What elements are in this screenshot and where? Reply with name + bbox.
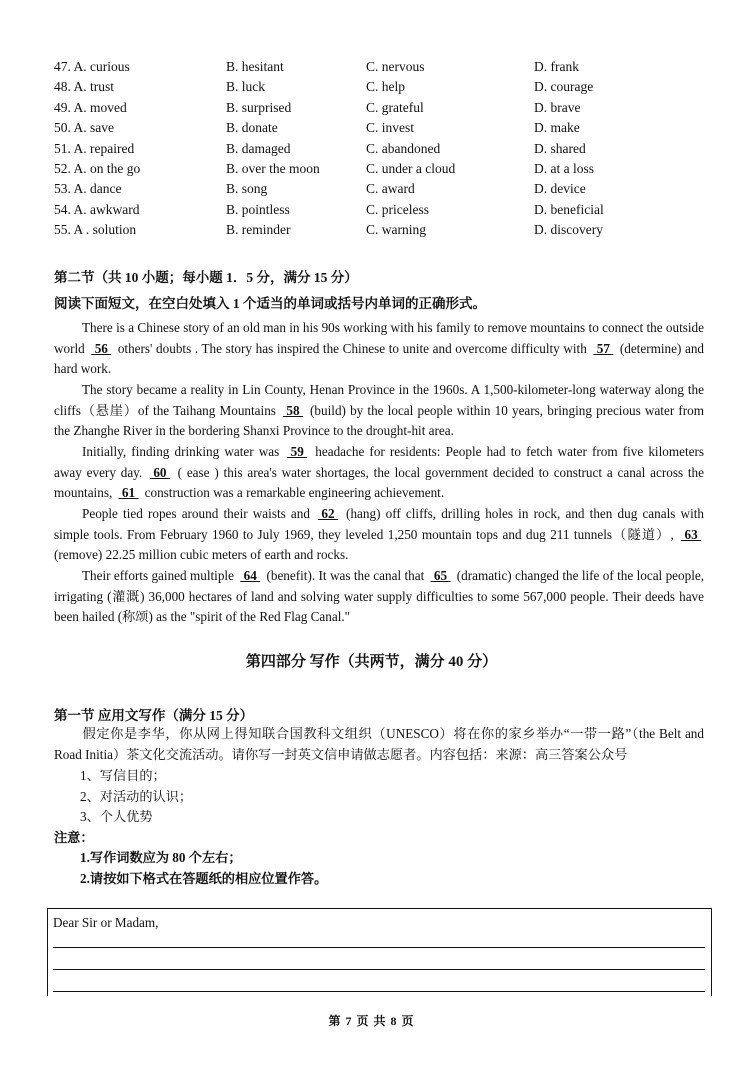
p3-text-c: headache for residents: People had to fetch water from five kilometers away every day. — [54, 444, 705, 480]
paragraph-1 — [54, 318, 704, 380]
option-d: D. courage — [534, 79, 594, 95]
blank-61[interactable]: 61 — [121, 485, 136, 501]
p1-text-d: (determine) and hard work. — [54, 340, 705, 377]
option-c: C. invest — [366, 120, 415, 136]
writing-point: 1、写信目的； — [80, 768, 166, 783]
blank-63[interactable]: 63 — [684, 526, 698, 542]
option-b: B. donate — [226, 120, 278, 136]
option-row — [54, 77, 714, 97]
p2-text-a: The story became a reality in Lin County, Henan Province in the 1960s. A 1,500-kilometer-long waterway along the cliffs（悬崖）of the Taihang Mountains — [54, 382, 704, 418]
writing-points — [54, 766, 327, 890]
option-a: 48. A. trust — [54, 79, 115, 95]
option-row — [54, 118, 714, 138]
cloze-options — [54, 57, 714, 241]
option-d: D. discovery — [534, 222, 603, 238]
option-c: C. help — [366, 79, 405, 95]
option-a: 49. A. moved — [54, 99, 127, 115]
option-b: B. pointless — [226, 201, 290, 217]
blank-64[interactable]: 64 — [243, 568, 257, 583]
writing-point: 2、对活动的认识； — [80, 788, 193, 804]
section2-instruction: 阅读下面短文，在空白处填入 1 个适当的单词或括号内单词的正确形式。 — [54, 296, 486, 311]
answer-box — [47, 908, 712, 996]
paragraph-3 — [54, 442, 704, 504]
p3-text-a: Initially, finding drinking water was — [82, 444, 280, 459]
p4-text-a: People tied ropes around their waists and — [82, 506, 310, 521]
option-b: B. surprised — [226, 99, 292, 115]
page-number: 第 7 页 共 8 页 — [328, 1014, 415, 1028]
option-row — [54, 220, 714, 240]
blank-60[interactable]: 60 — [153, 464, 167, 480]
writing-line[interactable] — [53, 969, 705, 970]
paragraph-4 — [54, 504, 704, 566]
option-c: C. warning — [366, 222, 426, 238]
part4-title: 第四部分 写作（共两节，满分 40 分） — [245, 654, 498, 670]
note-item: 1.写作词数应为 80 个左右； — [80, 850, 242, 866]
blank-57[interactable]: 57 — [596, 340, 610, 356]
option-row — [54, 159, 714, 179]
option-b: B. over the moon — [226, 160, 320, 176]
blank-62[interactable]: 62 — [321, 506, 335, 521]
writing-line[interactable] — [53, 947, 705, 948]
option-a: 54. A. awkward — [54, 201, 140, 217]
option-a: 53. A. dance — [54, 181, 122, 197]
note-item: 2.请按如下格式在答题纸的相应位置作答。 — [80, 870, 328, 886]
option-d: D. beneficial — [534, 201, 604, 217]
option-d: D. brave — [534, 99, 581, 115]
option-d: D. device — [534, 181, 586, 197]
writing-section1-heading: 第一节 应用文写作（满分 15 分） — [54, 708, 254, 723]
option-row — [54, 200, 714, 220]
writing-point: 3、个人优势 — [80, 809, 153, 825]
writing-prompt — [54, 724, 704, 765]
option-row — [54, 139, 714, 159]
option-d: D. shared — [534, 140, 586, 156]
option-c: C. under a cloud — [366, 160, 456, 176]
note-label: 注意： — [54, 829, 94, 845]
p5-text-a: Their efforts gained multiple — [82, 568, 234, 583]
blank-56[interactable]: 56 — [94, 340, 108, 356]
option-c: C. grateful — [366, 99, 424, 115]
option-c: C. abandoned — [366, 140, 441, 156]
option-d: D. frank — [534, 59, 579, 74]
section2-heading: 第二节（共 10 小题；每小题 1．5 分，满分 15 分） — [54, 270, 358, 285]
option-a: 51. A. repaired — [54, 140, 135, 156]
option-row — [54, 98, 714, 118]
p1-text-a: There is a Chinese story of an old man in his 90s working with his family to remove mountains to connect the outside world — [54, 320, 704, 356]
p2-text-c: (build) by the local people within 10 years, bringing precious water from the Zhanghe River in the bordering Shanxi Province to the drought-hit area. — [54, 402, 705, 439]
option-a: 52. A. on the go — [54, 160, 141, 176]
option-row — [54, 57, 714, 77]
option-a: 50. A. save — [54, 120, 114, 136]
option-a: 55. A . solution — [54, 222, 137, 238]
blank-58[interactable]: 58 — [286, 402, 300, 418]
p3-text-e: construction was a remarkable engineering achievement. — [144, 485, 445, 501]
option-d: D. make — [534, 120, 580, 136]
p3-text-d: ( ease ) this area's water shortages, the local government decided to construct a canal across the mountains, — [54, 464, 705, 501]
p5-text-c: (benefit). It was the canal that — [266, 568, 425, 583]
option-d: D. at a loss — [534, 160, 594, 176]
option-b: B. reminder — [226, 222, 291, 238]
writing-line[interactable] — [53, 991, 705, 992]
paragraph-5 — [54, 566, 704, 628]
option-b: B. song — [226, 181, 268, 197]
blank-65[interactable]: 65 — [433, 568, 448, 583]
option-b: B. luck — [226, 79, 265, 95]
letter-greeting: Dear Sir or Madam, — [53, 915, 159, 930]
p1-text-c: others' doubts . The story has inspired the Chinese to unite and overcome difficulty with — [117, 340, 587, 356]
blank-59[interactable]: 59 — [290, 444, 304, 459]
option-b: B. damaged — [226, 140, 291, 156]
writing-prompt-text: 假定你是李华，你从网上得知联合国教科文组织（UNESCO）将在你的家乡举办“一带一路”（the Belt and Road Initia）茶文化交流活动。请你写一封英文信申请做志愿者。内容包括：来源：高三答案公众号 — [54, 726, 704, 762]
paragraph-2 — [54, 380, 704, 442]
option-a: 47. A. curious — [54, 59, 130, 74]
option-c: C. priceless — [366, 201, 429, 217]
p5-text-d: (dramatic) changed the life of the local people, irrigating (灌溉) 36,000 hectares of land and solving water supply difficulties to some 567,000 people. Their deeds have been hailed (称颂) as the "spirit of the Red Flag Canal." — [54, 568, 705, 625]
option-c: C. award — [366, 181, 415, 197]
option-b: B. hesitant — [226, 59, 284, 74]
option-c: C. nervous — [366, 59, 425, 74]
option-row — [54, 179, 714, 199]
p4-text-d: (remove) 22.25 million cubic meters of earth and rocks. — [54, 547, 349, 563]
p4-text-c: (hang) off cliffs, drilling holes in rock, and then dug canals with simple tools. From February 1960 to July 1969, they leveled 1,250 mountain tops and dug 211 tunnels（隧道）, — [54, 506, 705, 542]
